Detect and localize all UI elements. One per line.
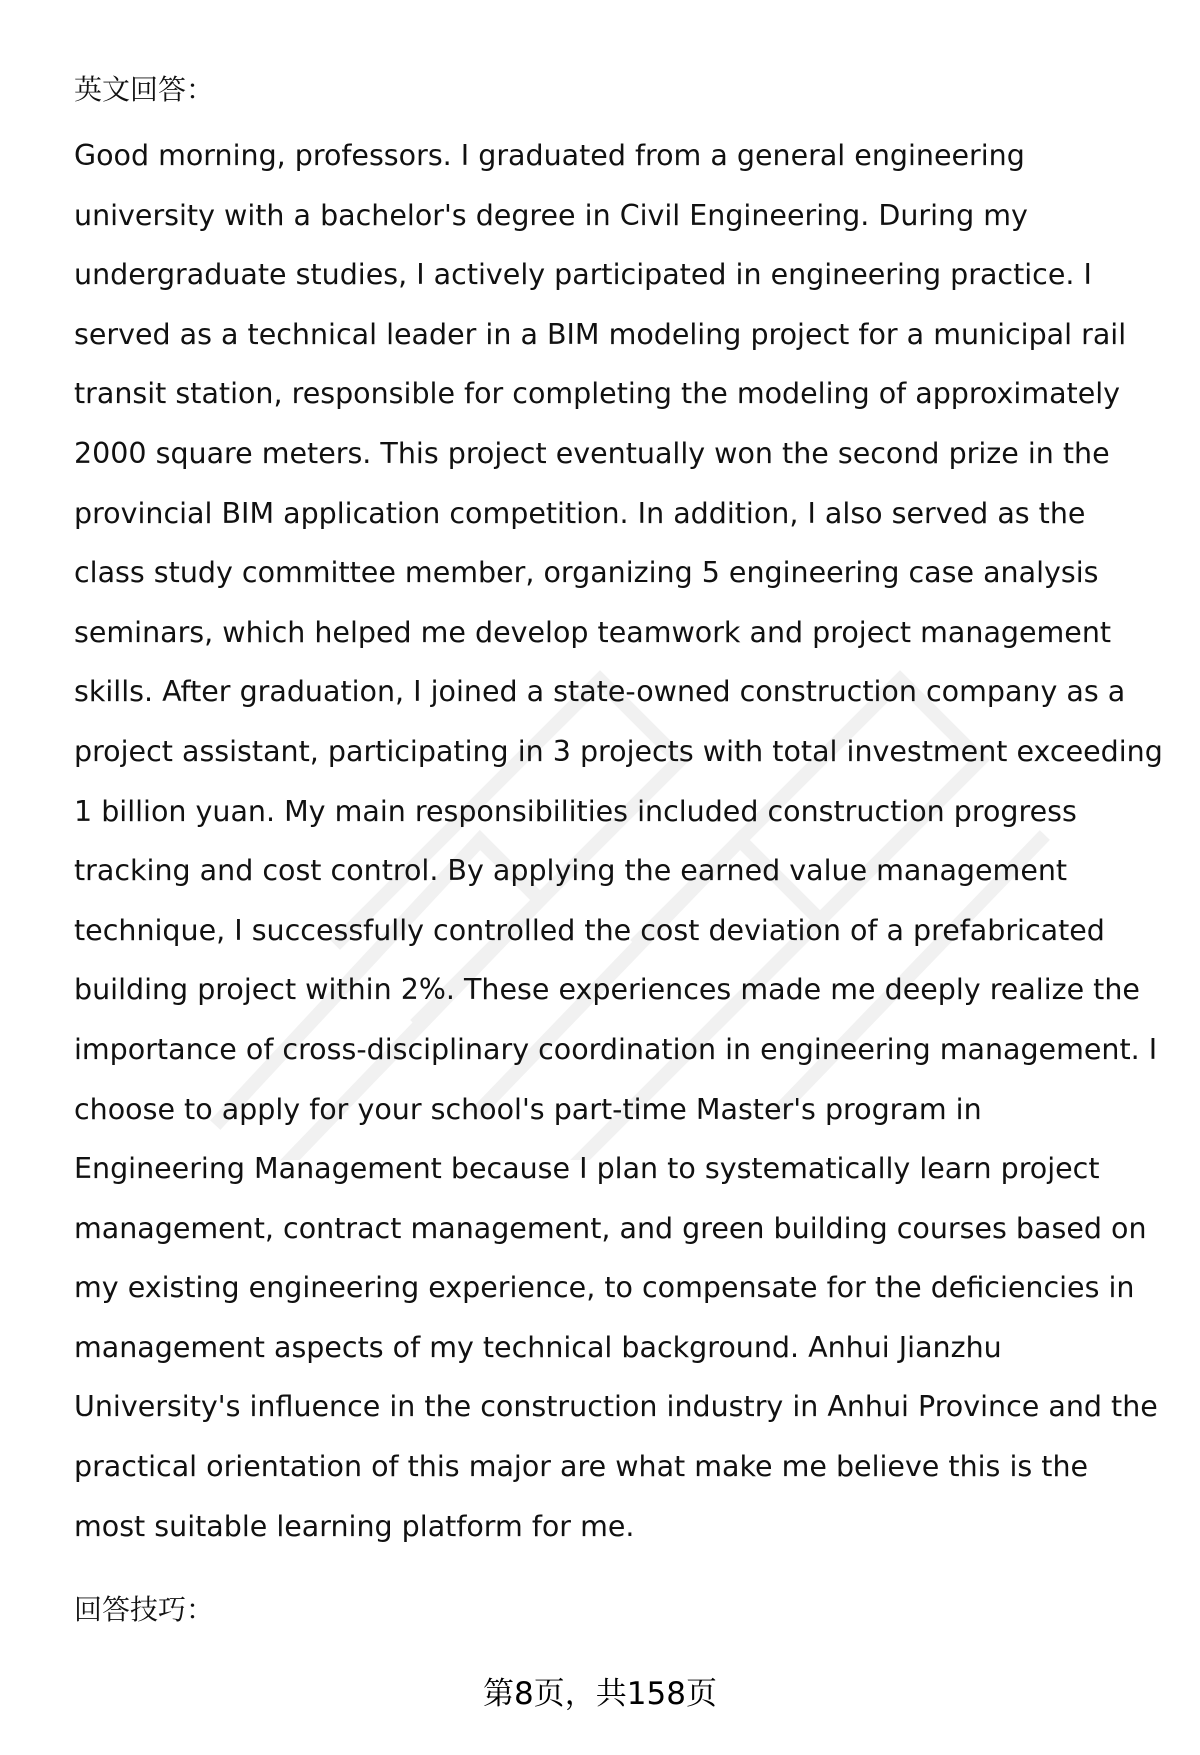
- answer-line: technique, I successfully controlled the cost deviation of a prefabricated: [74, 913, 1105, 947]
- answer-line: transit station, responsible for completing the modeling of approximately: [74, 377, 1121, 411]
- answer-line: management, contract management, and green building courses based on: [74, 1211, 1147, 1245]
- answer-line: my existing engineering experience, to compensate for the deficiencies in: [74, 1271, 1135, 1305]
- answer-line: undergraduate studies, I actively participated in engineering practice. I: [74, 258, 1092, 292]
- answer-line: importance of cross-disciplinary coordination in engineering management. I: [74, 1032, 1158, 1066]
- answer-tips-label: 回答技巧：: [74, 1593, 215, 1626]
- answer-line: University's influence in the construction industry in Anhui Province and the: [74, 1390, 1158, 1424]
- answer-line: management aspects of my technical background. Anhui Jianzhu: [74, 1330, 1002, 1364]
- page-number-footer: 第8页，共158页: [483, 1676, 717, 1712]
- answer-line: building project within 2%. These experiences made me deeply realize the: [74, 973, 1140, 1007]
- answer-line: choose to apply for your school's part-time Master's program in: [74, 1092, 982, 1126]
- answer-line: seminars, which helped me develop teamwork and project management: [74, 615, 1112, 649]
- answer-line: 1 billion yuan. My main responsibilities included construction progress: [74, 794, 1077, 828]
- answer-line: 2000 square meters. This project eventually won the second prize in the: [74, 436, 1110, 470]
- answer-line: served as a technical leader in a BIM modeling project for a municipal rail: [74, 317, 1127, 351]
- english-answer-text: [74, 126, 1164, 1556]
- answer-line: Good morning, professors. I graduated from a general engineering: [74, 139, 1025, 172]
- answer-line: tracking and cost control. By applying the earned value management: [74, 854, 1068, 888]
- answer-line: provincial BIM application competition. In addition, I also served as the: [74, 496, 1086, 530]
- answer-line: class study committee member, organizing 5 engineering case analysis: [74, 556, 1099, 590]
- answer-line: skills. After graduation, I joined a state-owned construction company as a: [74, 675, 1126, 709]
- english-answer-label: 英文回答：: [74, 73, 215, 106]
- answer-line: Engineering Management because I plan to systematically learn project: [74, 1152, 1100, 1186]
- answer-line: university with a bachelor's degree in Civil Engineering. During my: [74, 198, 1028, 232]
- answer-line: practical orientation of this major are what make me believe this is the: [74, 1450, 1089, 1484]
- answer-line: project assistant, participating in 3 projects with total investment exceeding: [74, 734, 1163, 768]
- answer-line: most suitable learning platform for me.: [74, 1509, 635, 1543]
